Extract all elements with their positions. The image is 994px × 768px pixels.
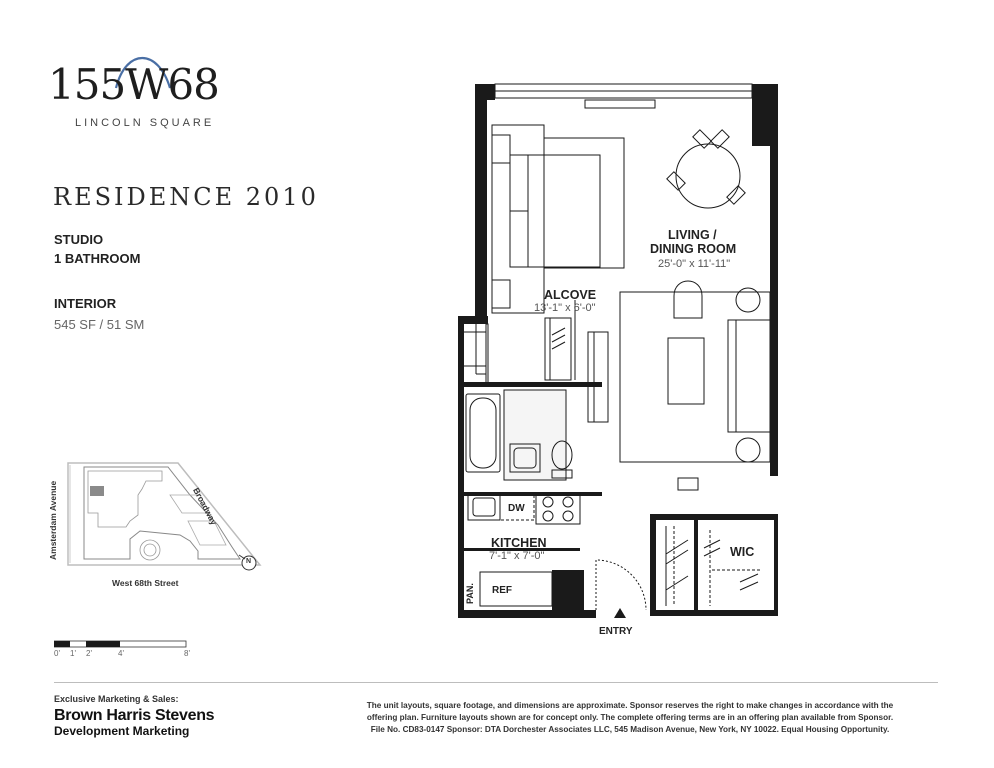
- disclaimer-line-2: offering plan. Furniture layouts shown are for concept only. The complete offering terms are in an offering plan available from Sponsor.: [366, 713, 894, 722]
- unit-location-marker: [90, 486, 104, 496]
- pantry-label: PAN.: [465, 583, 475, 604]
- brand-name: Brown Harris Stevens: [54, 707, 215, 724]
- refrigerator-label: REF: [492, 585, 512, 596]
- alcove-dims: 13'-1" x 6'-0": [534, 302, 596, 314]
- disclaimer-line-3: File No. CD83-0147 Sponsor: DTA Dorchester Associates LLC, 545 Madison Avenue, New York, NY 10022. Equal Housing Opportunity.: [370, 725, 890, 734]
- entry-label: ENTRY: [599, 626, 633, 637]
- marketing-label: Exclusive Marketing & Sales:: [54, 694, 179, 704]
- living-room-dims: 25'-0" x 11'-11": [658, 258, 731, 270]
- interior-label: INTERIOR: [54, 296, 117, 311]
- logo-subtitle: LINCOLN SQUARE: [75, 117, 215, 129]
- entry-door: [596, 560, 646, 610]
- living-room-label-1: LIVING /: [668, 228, 717, 242]
- brand-subtitle: Development Marketing: [54, 724, 190, 738]
- dining-set: [667, 130, 745, 208]
- amsterdam-avenue-label: Amsterdam Avenue: [48, 480, 58, 560]
- key-plan: [50, 455, 270, 595]
- kitchen-label: KITCHEN: [491, 536, 547, 550]
- north-label: N: [246, 558, 252, 565]
- interior-size: 545 SF / 51 SM: [54, 317, 145, 332]
- logo-building-number: 155: [48, 60, 126, 109]
- kitchen-dims: 7'-1" x 7'-0": [489, 550, 545, 562]
- residence-bathrooms: 1 BATHROOM: [54, 251, 141, 266]
- residence-title: RESIDENCE 2010: [53, 183, 319, 211]
- scale-label-1: 1': [70, 649, 76, 658]
- floor-plan: [440, 70, 800, 650]
- scale-label-8: 8': [184, 649, 190, 658]
- logo-w-letter: W: [125, 60, 168, 109]
- dishwasher-label: DW: [508, 503, 525, 514]
- residence-type: STUDIO: [54, 232, 104, 247]
- disclaimer-line-1: The unit layouts, square footage, and dimensions are approximate. Sponsor reserves the right to make changes in accordance with the: [366, 701, 894, 710]
- scale-label-2: 2': [86, 649, 92, 658]
- building-logo: [48, 52, 248, 132]
- disclaimer: [330, 700, 930, 736]
- logo-street-number: 68: [167, 60, 219, 109]
- scale-label-0: 0': [54, 649, 60, 658]
- living-room-label-2: DINING ROOM: [650, 242, 737, 256]
- bathroom-fixtures: [466, 390, 572, 480]
- entry-arrow-icon: [614, 608, 626, 618]
- broadway-label: Broadway: [191, 486, 220, 527]
- closets: [666, 526, 760, 606]
- alcove-label: ALCOVE: [544, 288, 597, 302]
- logo-wordmark: [48, 60, 219, 109]
- west-68th-street-label: West 68th Street: [112, 578, 179, 588]
- footer-divider: [54, 682, 938, 683]
- scale-label-4: 4': [118, 649, 124, 658]
- wic-label: WIC: [730, 545, 755, 559]
- living-room-furniture: [620, 281, 776, 490]
- bed: [492, 125, 624, 313]
